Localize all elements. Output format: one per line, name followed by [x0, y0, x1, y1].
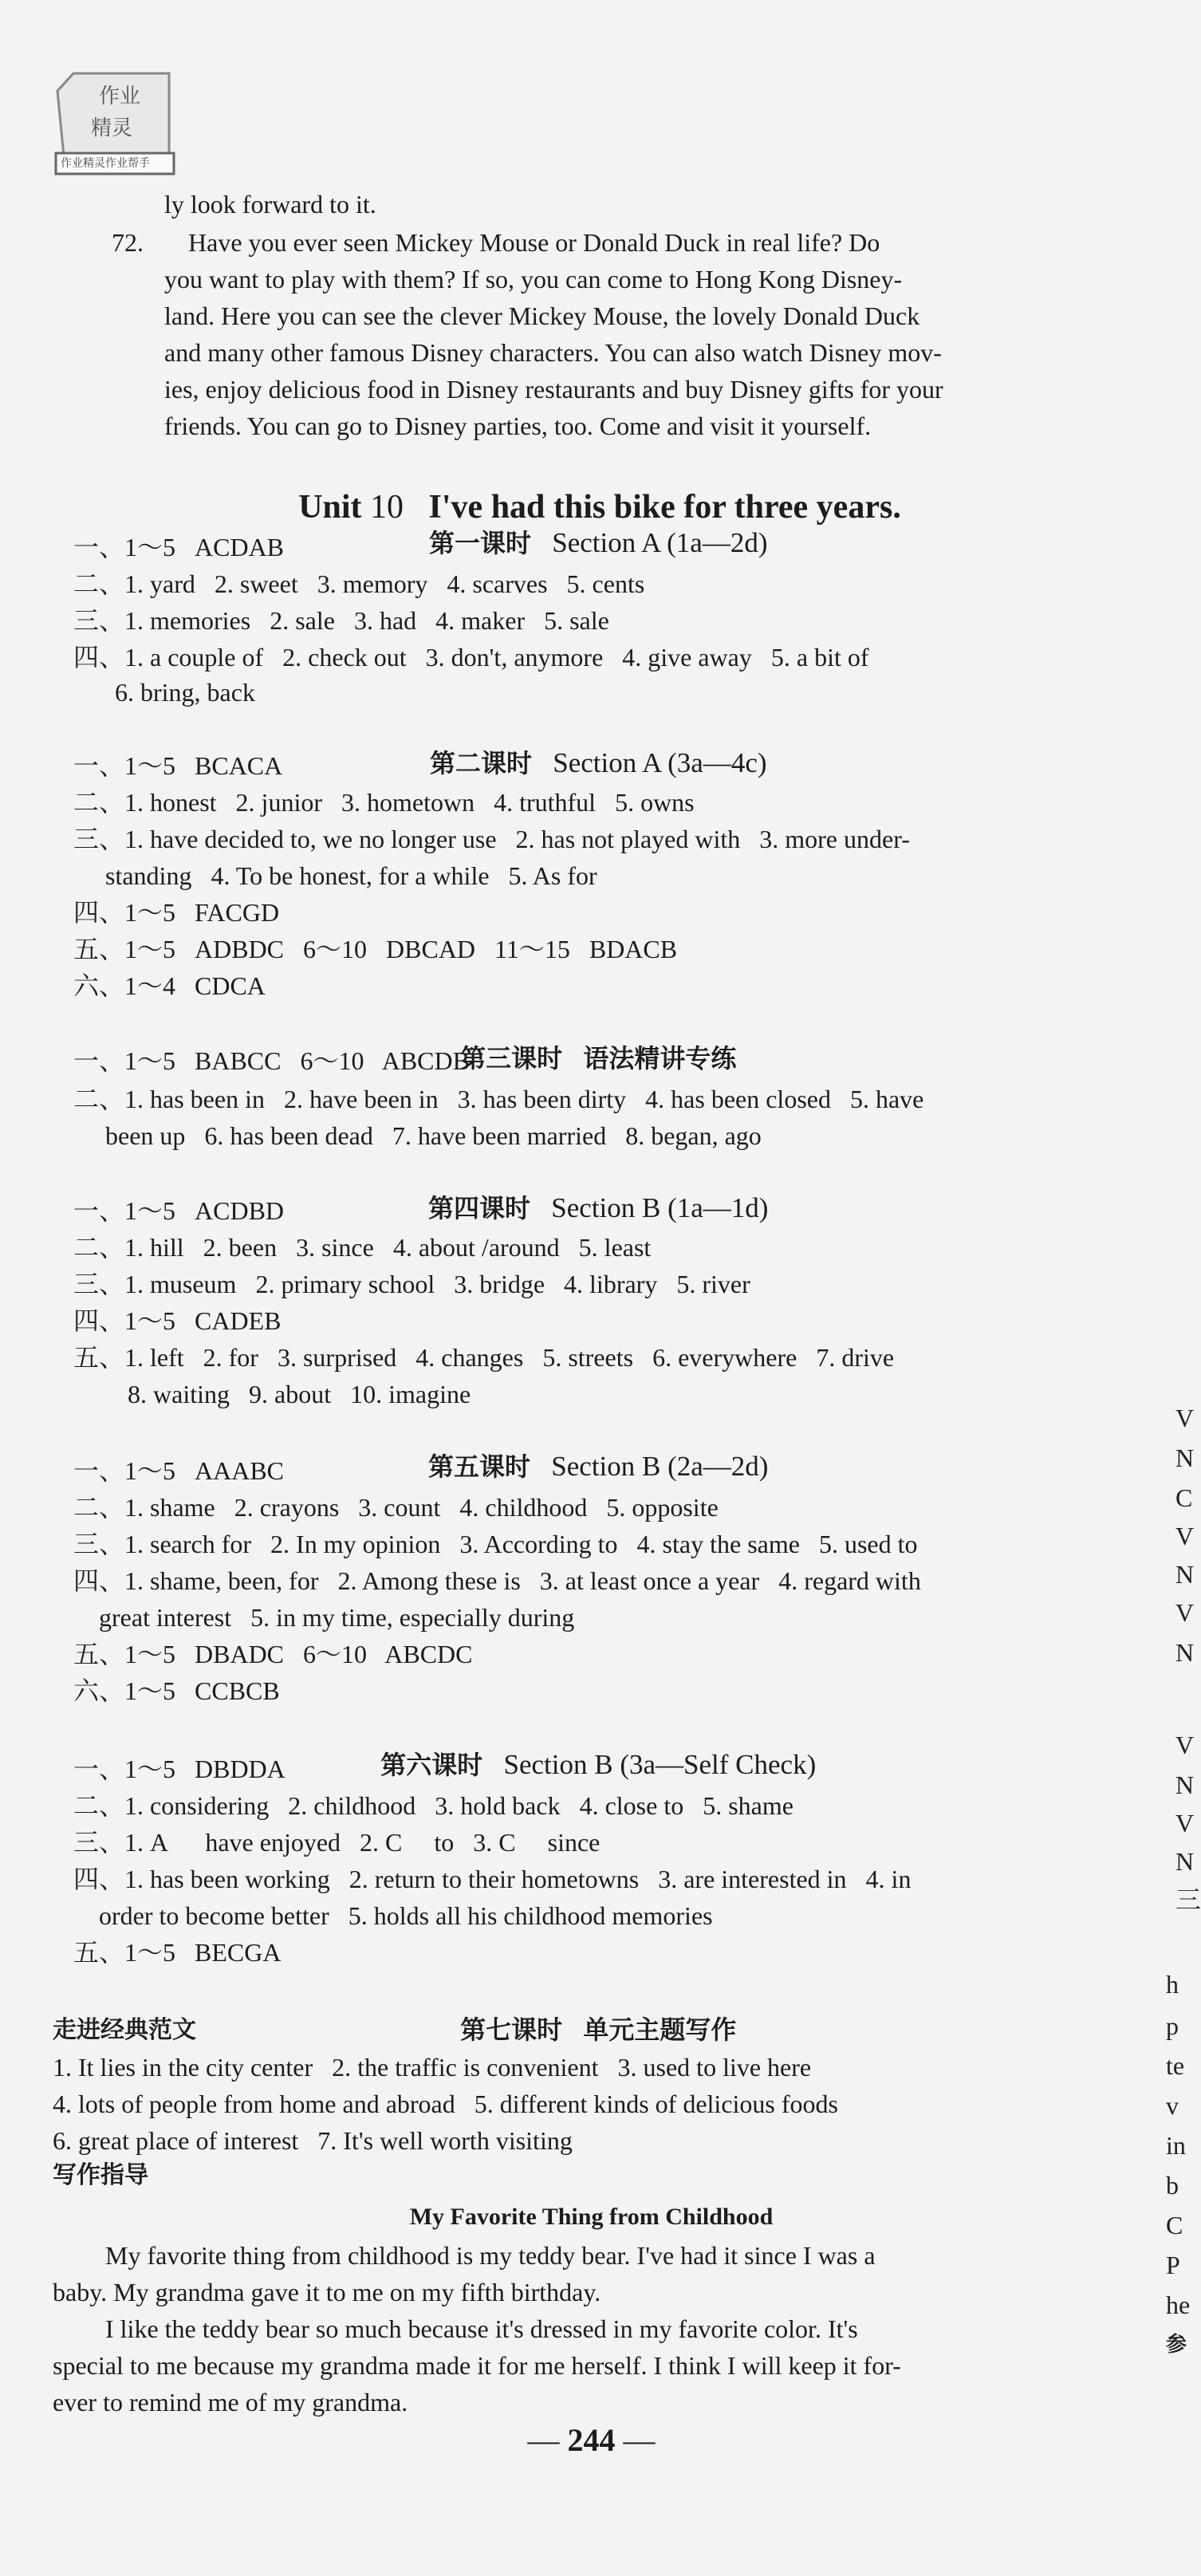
edge-fragment: P [1166, 2251, 1180, 2279]
page-number: — 244 — [527, 2422, 656, 2458]
edge-fragment: p [1166, 2011, 1179, 2040]
edge-fragment: h [1166, 1970, 1179, 1999]
essay-title: My Favorite Thing from Childhood [409, 2204, 774, 2230]
answer-line: 一、1～5 ACDAB [73, 533, 285, 561]
answer-line: 一、1～5 ACDBD [73, 1196, 285, 1225]
answer-line: great interest 5. in my time, especially during [99, 1603, 575, 1632]
logo-text-1: 作业 [99, 85, 141, 108]
edge-fragment: C [1166, 2211, 1183, 2239]
edge-fragment: V [1175, 1522, 1195, 1550]
edge-fragment: N [1175, 1638, 1195, 1667]
lesson-section: Section B (3a—Self Check) [503, 1749, 817, 1780]
passage-line: you want to play with them? If so, you can come to Hong Kong Disney- [164, 265, 903, 293]
answer-line: 三、1. search for 2. In my opinion 3. According to 4. stay the same 5. used to [73, 1530, 918, 1558]
edge-fragment: V [1175, 1809, 1195, 1837]
passage-line: ly look forward to it. [164, 190, 376, 219]
edge-fragment: C [1175, 1483, 1193, 1512]
answer-line: 一、1～5 AAABC [73, 1456, 285, 1485]
logo-text-2: 精灵 [91, 116, 133, 140]
lesson-number: 第六课时 [380, 1750, 483, 1780]
answer-line: 三、1. museum 2. primary school 3. bridge 4. library 5. river [73, 1270, 750, 1298]
answer-line: 一、1～5 DBDDA [73, 1755, 285, 1783]
essay-line: ever to remind me of my grandma. [53, 2388, 408, 2416]
lesson-section: 单元主题写作 [583, 2015, 737, 2045]
lesson-section: Section A (1a—2d) [552, 527, 768, 558]
answer-line: 二、1. has been in 2. have been in 3. has been dirty 4. has been closed 5. have [73, 1085, 924, 1113]
answer-line: 三、1. have decided to, we no longer use 2. has not played with 3. more under- [73, 825, 910, 853]
answer-line: 8. waiting 9. about 10. imagine [128, 1380, 471, 1408]
answer-line: 五、1～5 BECGA [73, 1938, 282, 1967]
edge-fragment: N [1175, 1560, 1195, 1589]
answer-line: 6. great place of interest 7. It's well worth visiting [53, 2126, 573, 2155]
lesson-number: 第五课时 [428, 1451, 531, 1482]
passage-line: land. Here you can see the clever Mickey Mouse, the lovely Donald Duck [164, 301, 920, 330]
edge-fragment: he [1166, 2290, 1191, 2319]
passage-line: and many other famous Disney characters. You can also watch Disney mov- [164, 338, 942, 367]
edge-fragment: N [1175, 1847, 1195, 1876]
answer-line: 1. It lies in the city center 2. the traffic is convenient 3. used to live here [53, 2053, 812, 2082]
answer-line: 五、1. left 2. for 3. surprised 4. changes 5. streets 6. everywhere 7. drive [73, 1343, 895, 1372]
essay-line: baby. My grandma gave it to me on my fifth birthday. [53, 2278, 601, 2306]
answer-line: 一、1～5 BCACA [73, 751, 283, 780]
answer-line: 二、1. hill 2. been 3. since 4. about /around 5. least [73, 1233, 652, 1262]
lesson-number: 第四课时 [428, 1193, 531, 1223]
essay-line: special to me because my grandma made it for me herself. I think I will keep it for- [53, 2351, 901, 2380]
passage-line: friends. You can go to Disney parties, too. Come and visit it yourself. [164, 412, 872, 440]
answer-line: been up 6. has been dead 7. have been married 8. began, ago [105, 1121, 762, 1150]
answer-line: 四、1～5 FACGD [73, 898, 280, 927]
edge-fragment: te [1166, 2051, 1185, 2080]
answer-line: 四、1. has been working 2. return to their hometowns 3. are interested in 4. in [73, 1865, 912, 1893]
page-number-value: 244 [567, 2422, 616, 2458]
answer-line: 二、1. shame 2. crayons 3. count 4. childhood 5. opposite [73, 1493, 719, 1522]
lesson-number: 第七课时 [460, 2015, 563, 2045]
edge-fragment: V [1175, 1598, 1195, 1627]
answer-line: 四、1. a couple of 2. check out 3. don't, anymore 4. give away 5. a bit of [73, 643, 869, 672]
essay-line: My favorite thing from childhood is my teddy bear. I've had it since I was a [105, 2241, 876, 2270]
lesson-number: 第三课时 [460, 1043, 563, 1073]
unit-heading: I've had this bike for three years. [428, 489, 901, 526]
answer-line: 五、1～5 ADBDC 6～10 DBCAD 11～15 BDACB [73, 935, 678, 963]
answer-line: 三、1. memories 2. sale 3. had 4. maker 5. sale [73, 606, 609, 635]
answer-line: order to become better 5. holds all his childhood memories [99, 1901, 713, 1930]
answer-line: 三、1. A have enjoyed 2. C to 3. C since [73, 1828, 600, 1857]
edge-fragment: 三 [1175, 1885, 1201, 1914]
lesson-section: 语法精讲专练 [583, 1043, 737, 1073]
passage-line: ies, enjoy delicious food in Disney restaurants and buy Disney gifts for your [164, 375, 943, 404]
answer-line: 二、1. honest 2. junior 3. hometown 4. truthful 5. owns [73, 788, 695, 817]
passage-line: 72. Have you ever seen Mickey Mouse or Donald Duck in real life? Do [112, 228, 880, 257]
logo-stamp [49, 67, 177, 179]
unit-number: 10 [370, 489, 404, 526]
section-label-guide: 写作指导 [53, 2161, 148, 2189]
edge-fragment: V [1175, 1731, 1195, 1759]
section-label-model: 走进经典范文 [53, 2016, 196, 2044]
lesson-section: Section A (3a—4c) [553, 747, 767, 778]
lesson-number: 第二课时 [429, 748, 532, 778]
answer-line: 五、1～5 DBADC 6～10 ABCDC [73, 1640, 473, 1668]
answer-line: 六、1～5 CCBCB [73, 1676, 280, 1705]
essay-line: I like the teddy bear so much because it's dressed in my favorite color. It's [105, 2314, 858, 2343]
answer-line: 四、1. shame, been, for 2. Among these is 3. at least once a year 4. regard with [73, 1566, 921, 1595]
lesson-section: Section B (2a—2d) [551, 1451, 769, 1482]
edge-fragment: N [1175, 1444, 1195, 1472]
answer-line: 六、1～4 CDCA [73, 971, 266, 1000]
answer-line: 4. lots of people from home and abroad 5. different kinds of delicious foods [53, 2090, 838, 2118]
edge-fragment: v [1166, 2091, 1179, 2120]
unit-label: Unit [298, 489, 362, 526]
answer-line: 一、1～5 BABCC 6～10 ABCDB [73, 1046, 470, 1075]
answer-line: 四、1～5 CADEB [73, 1306, 282, 1335]
answer-line: 二、1. yard 2. sweet 3. memory 4. scarves 5. cents [73, 569, 645, 598]
edge-fragment: 参 [1166, 2333, 1187, 2357]
edge-fragment: in [1166, 2131, 1186, 2160]
edge-fragment: b [1166, 2171, 1179, 2200]
answer-line: 6. bring, back [115, 678, 255, 707]
answer-line: 二、1. considering 2. childhood 3. hold back 4. close to 5. shame [73, 1791, 793, 1820]
edge-fragment: N [1175, 1771, 1195, 1799]
answer-line: standing 4. To be honest, for a while 5. As for [105, 861, 597, 890]
lesson-section: Section B (1a—1d) [551, 1192, 769, 1223]
lesson-number: 第一课时 [428, 528, 531, 558]
logo-text-3: 作业精灵作业帮手 [61, 157, 150, 170]
edge-fragment: V [1175, 1404, 1195, 1432]
